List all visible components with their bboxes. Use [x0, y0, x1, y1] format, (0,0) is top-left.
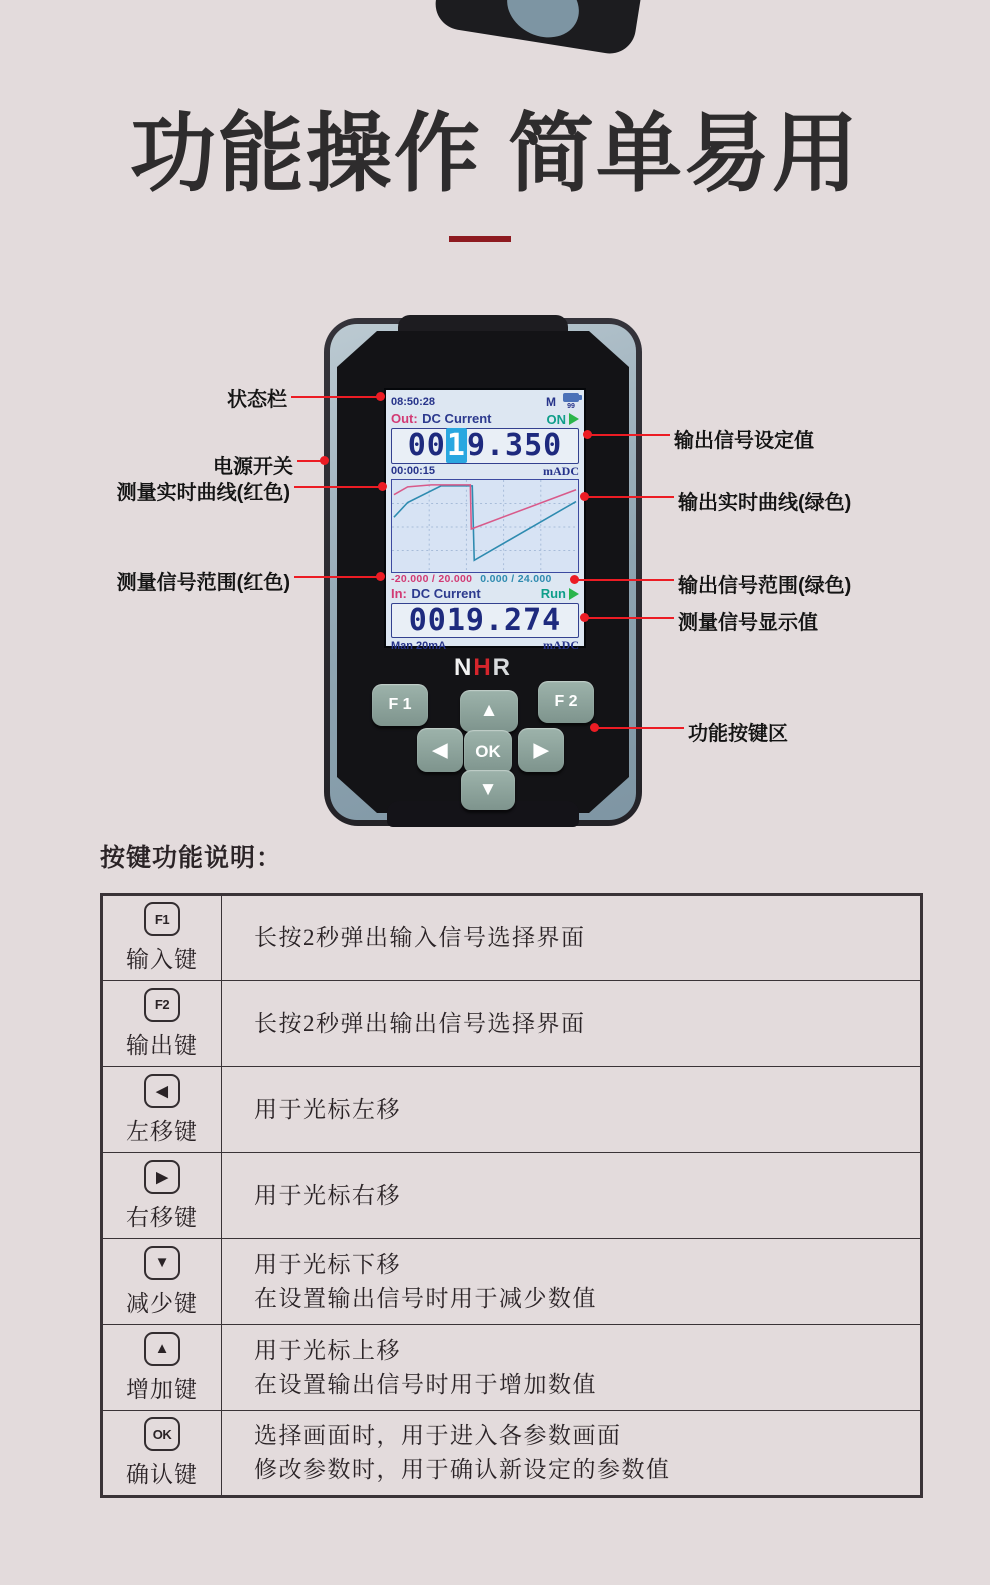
key-name: 输入键	[126, 947, 198, 972]
f2-key-icon: F2	[144, 988, 180, 1022]
play-icon	[569, 413, 579, 425]
ok-key-icon: OK	[144, 1417, 180, 1451]
key-desc-line: 选择画面时，用于进入各参数画面	[254, 1423, 622, 1448]
callout-output-setpoint: 输出信号设定值	[674, 430, 814, 452]
key-desc-line: 用于光标下移	[254, 1251, 401, 1277]
table-row	[102, 895, 922, 981]
output-setpoint-display	[391, 428, 579, 464]
key-name: 输出键	[126, 1032, 198, 1058]
callout-dot	[590, 723, 599, 732]
in-signal-type: DC Current	[411, 585, 481, 601]
brand-letter-r: R	[492, 654, 513, 681]
key-function-table	[100, 893, 923, 1498]
edit-cursor-digit: 1	[446, 428, 466, 463]
output-signal-row	[391, 410, 579, 428]
trend-chart	[391, 479, 579, 573]
table-row	[102, 1239, 922, 1325]
clock-text: 08:50:28	[391, 395, 436, 408]
output-range-text: 0.000 / 24.000	[480, 572, 552, 585]
out-state-text: ON	[546, 411, 566, 427]
signal-range-row	[391, 573, 579, 585]
elapsed-time: 00:00:15	[391, 465, 436, 477]
table-row	[102, 1325, 922, 1411]
callout-dot	[376, 572, 385, 581]
key-desc-line: 修改参数时，用于确认新设定的参数值	[254, 1457, 671, 1482]
table-row	[102, 1153, 922, 1239]
table-heading: 按键功能说明：	[100, 845, 283, 872]
page-title: 功能操作 简单易用	[130, 106, 860, 202]
right-arrow-key-icon: ▶	[144, 1160, 180, 1194]
right-arrow-button: ▶	[518, 728, 564, 772]
input-signal-row	[391, 585, 579, 603]
callout-line	[291, 396, 379, 398]
key-desc-line: 在设置输出信号时用于减少数值	[254, 1285, 597, 1311]
trend-chart-svg	[392, 480, 578, 572]
in-unit: mADC	[543, 638, 579, 653]
left-arrow-key-icon: ◀	[144, 1074, 180, 1108]
table-row	[102, 1411, 922, 1497]
table-row	[102, 1067, 922, 1153]
callout-dot	[580, 492, 589, 501]
callout-measure-range: 测量信号范围(红色)	[116, 572, 290, 594]
brand-letter-n: N	[453, 654, 474, 681]
out-label: Out:	[391, 411, 418, 426]
source-mode: Man 20mA	[391, 639, 447, 652]
in-label: In:	[391, 585, 407, 601]
key-desc-line: 长按2秒弹出输出信号选择界面	[254, 1010, 586, 1036]
f2-button: F 2	[538, 681, 594, 723]
ok-button: OK	[464, 730, 512, 774]
callout-line	[588, 434, 670, 436]
callout-measure-value: 测量信号显示值	[678, 612, 818, 634]
left-arrow-button: ◀	[417, 728, 463, 772]
in-state-text: Run	[540, 586, 566, 602]
in-state	[541, 586, 579, 601]
callout-keypad-area: 功能按键区	[688, 723, 788, 745]
callout-output-curve: 输出实时曲线(绿色)	[678, 492, 852, 514]
out-unit: mADC	[543, 463, 579, 478]
callout-dot	[378, 482, 387, 491]
key-name: 右移键	[126, 1204, 198, 1230]
out-state	[547, 412, 580, 427]
callout-dot	[376, 392, 385, 401]
key-desc-line: 长按2秒弹出输入信号选择界面	[254, 925, 586, 950]
callout-power-switch: 电源开关	[213, 456, 293, 478]
callout-measure-curve: 测量实时曲线(红色)	[116, 482, 290, 504]
key-name: 减少键	[126, 1290, 198, 1316]
brand-letter-h: H	[473, 654, 493, 681]
f1-button: F 1	[372, 684, 428, 726]
measure-curve-red	[394, 484, 576, 528]
callout-dot	[580, 613, 589, 622]
title-divider	[449, 236, 511, 242]
lcd-screen	[384, 388, 586, 653]
timer-unit-row	[391, 464, 579, 479]
callout-dot	[320, 456, 329, 465]
status-bar	[391, 393, 579, 410]
out-value-right: 9.350	[466, 428, 563, 463]
callout-line	[294, 486, 382, 488]
callout-line	[585, 496, 674, 498]
callout-dot	[583, 430, 592, 439]
out-value-left: 00	[407, 428, 446, 463]
up-arrow-key-icon: ▲	[144, 1332, 180, 1366]
battery-indicator	[563, 393, 579, 410]
up-arrow-button: ▲	[460, 690, 518, 732]
key-desc-line: 用于光标右移	[254, 1182, 401, 1208]
mode-indicator: M	[546, 394, 556, 409]
down-arrow-button: ▼	[461, 770, 515, 810]
key-desc-line: 用于光标上移	[254, 1337, 401, 1363]
callout-line	[585, 617, 674, 619]
in-value: 0019.274	[408, 602, 562, 638]
handheld-calibrator	[324, 318, 642, 826]
key-desc-line: 用于光标左移	[254, 1096, 401, 1122]
brand-logo	[324, 654, 642, 682]
table-row	[102, 981, 922, 1067]
measure-value-display	[391, 603, 579, 639]
callout-status-bar: 状态栏	[227, 389, 287, 411]
f1-key-icon: F1	[144, 902, 180, 936]
callout-line	[575, 579, 674, 581]
callout-output-range: 输出信号范围(绿色)	[678, 575, 852, 597]
source-unit-row	[391, 638, 579, 653]
out-signal-type: DC Current	[422, 411, 492, 426]
down-arrow-key-icon: ▼	[144, 1246, 180, 1280]
key-name: 增加键	[126, 1376, 198, 1402]
key-name: 左移键	[126, 1118, 198, 1144]
measure-range-text: -20.000 / 20.000	[391, 572, 473, 585]
callout-dot	[570, 575, 579, 584]
callout-line	[595, 727, 684, 729]
callout-line	[294, 576, 380, 578]
battery-percent: 99	[567, 403, 575, 410]
key-name: 确认键	[126, 1462, 198, 1487]
battery-icon	[563, 393, 579, 402]
key-desc-line: 在设置输出信号时用于增加数值	[254, 1371, 597, 1397]
play-icon	[569, 588, 579, 600]
